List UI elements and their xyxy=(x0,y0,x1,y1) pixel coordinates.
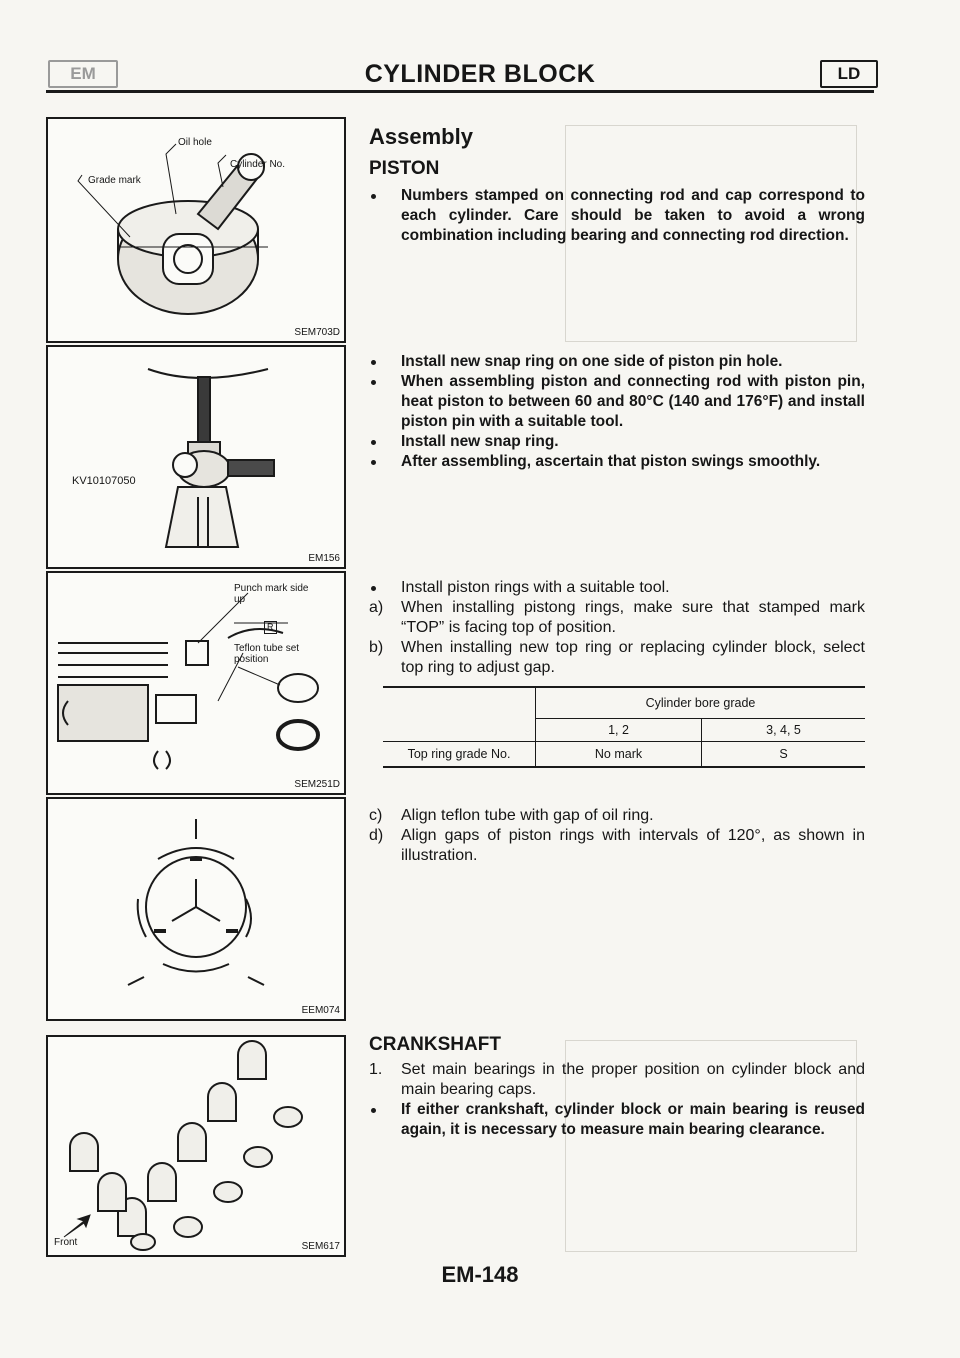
table-cell: No mark xyxy=(536,742,702,768)
piston-rod-illustration xyxy=(48,119,344,341)
section-tag-left: EM xyxy=(48,60,118,88)
list-item xyxy=(369,352,865,372)
bullet-text: Install piston rings with a suitable tool. xyxy=(401,579,670,596)
piston-pin-tool-illustration xyxy=(48,347,344,567)
step-marker: a) xyxy=(369,599,384,616)
step-text: Align teflon tube with gap of oil ring. xyxy=(401,807,654,824)
piston-pin-steps xyxy=(369,352,865,472)
table-row-label: Top ring grade No. xyxy=(383,742,536,768)
table-group-header: Cylinder bore grade xyxy=(536,687,866,719)
list-item xyxy=(369,1100,865,1140)
list-item xyxy=(369,578,865,598)
label-grade-mark: Grade mark xyxy=(88,175,141,186)
step-text: When installing new top ring or replacing cylinder block, select top ring to adjust gap. xyxy=(401,639,865,676)
figure-piston-rod xyxy=(46,117,346,343)
figure-code: EEM074 xyxy=(301,1005,340,1016)
label-front: Front xyxy=(54,1237,78,1248)
bullet-dot xyxy=(371,1108,376,1113)
figure-piston-rings xyxy=(46,571,346,795)
list-item xyxy=(369,372,865,432)
step-text: Align gaps of piston rings with intervals of 120°, as shown in illustration. xyxy=(401,827,865,864)
list-item xyxy=(369,638,865,678)
ring-gap-steps xyxy=(369,806,865,866)
piston-heading: PISTON xyxy=(369,158,440,179)
piston-intro-bullet xyxy=(369,186,865,246)
main-bearings-illustration xyxy=(48,1037,344,1255)
figure-ring-gaps xyxy=(46,797,346,1021)
figure-code: SEM703D xyxy=(294,327,340,338)
figure-code: EM156 xyxy=(308,553,340,564)
list-item xyxy=(369,806,865,826)
bullet-dot xyxy=(371,460,376,465)
table-col-header: 1, 2 xyxy=(536,719,702,742)
crankshaft-heading: CRANKSHAFT xyxy=(369,1034,501,1055)
bullet-dot xyxy=(371,194,376,199)
list-item xyxy=(369,432,865,452)
bullet-text: Install new snap ring on one side of piston pin hole. xyxy=(401,353,783,370)
piston-ring-steps xyxy=(369,578,865,678)
ring-grade-table xyxy=(383,686,865,768)
figure-piston-pin-install xyxy=(46,345,346,569)
bullet-dot xyxy=(371,586,376,591)
figure-code: SEM617 xyxy=(301,1241,340,1252)
label-teflon-tube: Teflon tube set position xyxy=(234,643,300,665)
list-item xyxy=(369,598,865,638)
step-marker: 1. xyxy=(369,1061,383,1078)
label-oil-hole: Oil hole xyxy=(178,137,212,148)
step-text: When installing pistong rings, make sure that stamped mark “TOP” is facing top of position. xyxy=(401,599,865,636)
figure-main-bearings xyxy=(46,1035,346,1257)
bullet-text: When assembling piston and connecting rod with piston pin, heat piston to between 60 and 80°C (140 and 176°F) and install piston pin with a suitable tool. xyxy=(401,373,865,430)
step-text: Set main bearings in the proper position on cylinder block and main bearing caps. xyxy=(401,1061,865,1098)
page-number: EM-148 xyxy=(441,1262,519,1287)
step-marker: d) xyxy=(369,827,384,844)
assembly-section xyxy=(369,124,865,246)
bullet-text: After assembling, ascertain that piston swings smoothly. xyxy=(401,453,821,470)
page-title: CYLINDER BLOCK xyxy=(364,60,596,88)
step-marker: b) xyxy=(369,639,384,656)
assembly-heading: Assembly xyxy=(369,124,473,149)
table-cell: S xyxy=(779,747,788,761)
ring-gap-diagram xyxy=(48,799,344,1019)
bullet-text: Install new snap ring. xyxy=(401,433,559,450)
crankshaft-section xyxy=(369,1034,865,1140)
bullet-text: If either crankshaft, cylinder block or main bearing is reused again, it is necessary to measure main bearing clearance. xyxy=(401,1101,865,1138)
piston-rings-illustration xyxy=(48,573,344,793)
label-ring-r-mark: R xyxy=(264,621,277,634)
section-tag-right: LD xyxy=(820,60,878,88)
label-punch-mark: Punch mark side up xyxy=(234,583,309,605)
header-rule xyxy=(46,90,874,93)
list-item xyxy=(369,452,865,472)
list-item xyxy=(369,826,865,866)
figure-code: SEM251D xyxy=(294,779,340,790)
label-tool-number: KV10107050 xyxy=(72,475,136,487)
bullet-text: Numbers stamped on connecting rod and cap correspond to each cylinder. Care should be taken to avoid a wrong combination including bearing and connecting rod direction. xyxy=(401,187,865,244)
bullet-dot xyxy=(371,380,376,385)
list-item xyxy=(369,1060,865,1100)
table-col-header: 3, 4, 5 xyxy=(702,719,866,742)
bullet-dot xyxy=(371,440,376,445)
step-marker: c) xyxy=(369,807,383,824)
label-cylinder-no: Cylinder No. xyxy=(230,159,286,170)
bullet-dot xyxy=(371,360,376,365)
